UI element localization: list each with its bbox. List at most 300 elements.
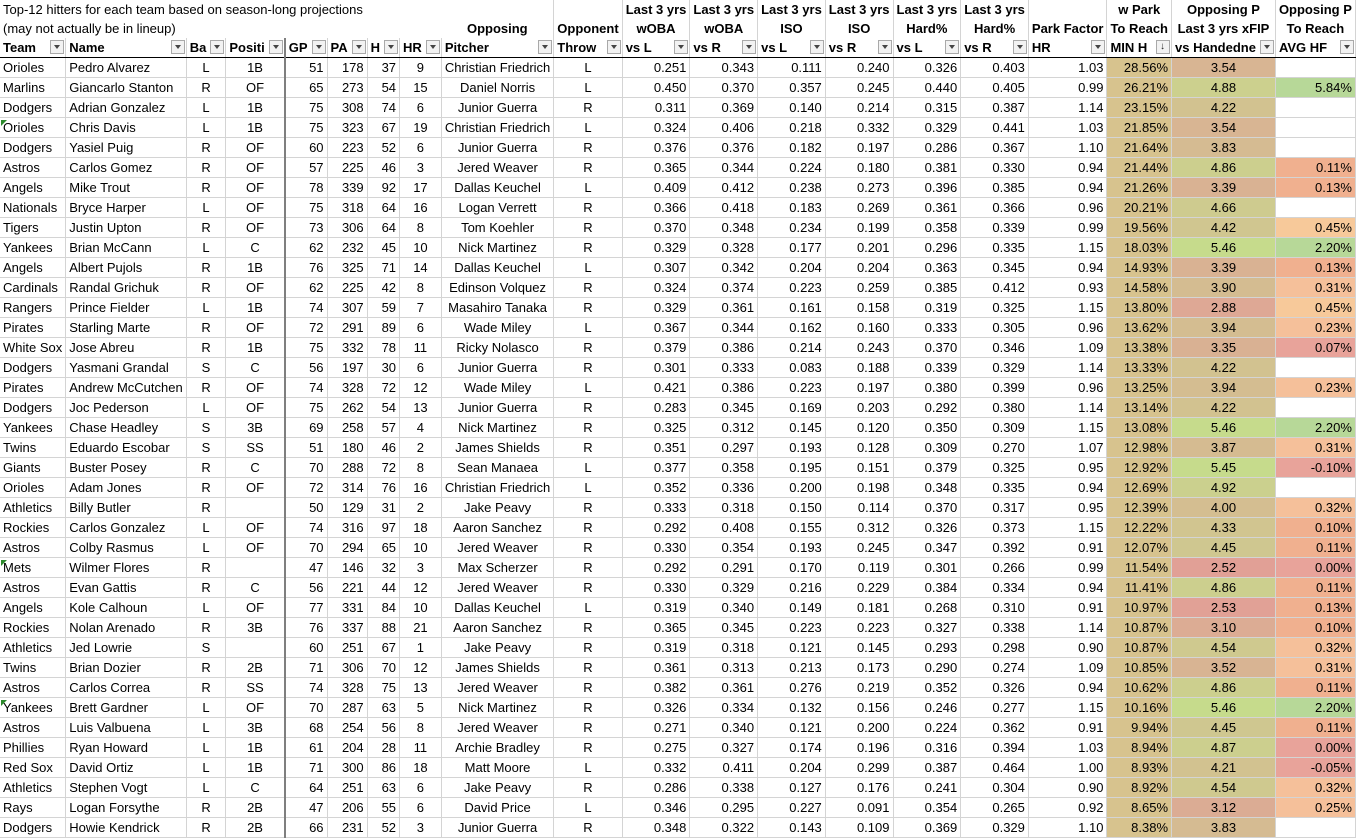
cell[interactable]: C (226, 458, 285, 478)
cell[interactable]: 0.332 (622, 758, 690, 778)
cell[interactable]: 0.387 (961, 98, 1029, 118)
cell[interactable]: R (554, 198, 622, 218)
cell[interactable]: Tigers (0, 218, 66, 238)
cell[interactable]: 0.200 (758, 478, 826, 498)
cell[interactable]: 4.33 (1172, 518, 1276, 538)
cell[interactable]: 0.93 (1028, 278, 1107, 298)
cell[interactable]: 71 (285, 658, 327, 678)
cell[interactable]: 16 (400, 478, 442, 498)
cell[interactable]: 0.219 (825, 678, 893, 698)
cell[interactable]: 0.11% (1275, 538, 1355, 558)
filter-cell[interactable] (1028, 38, 1107, 58)
cell[interactable]: Brian Dozier (66, 658, 186, 678)
cell[interactable]: Jered Weaver (441, 718, 553, 738)
cell[interactable]: 3.90 (1172, 278, 1276, 298)
cell[interactable]: 18 (400, 758, 442, 778)
cell[interactable]: 66 (285, 818, 327, 838)
cell[interactable]: Adrian Gonzalez (66, 98, 186, 118)
cell[interactable]: 65 (285, 78, 327, 98)
cell[interactable]: 75 (285, 98, 327, 118)
cell[interactable]: 3.52 (1172, 658, 1276, 678)
cell[interactable]: R (186, 258, 226, 278)
cell[interactable]: Dallas Keuchel (441, 178, 553, 198)
filter-dropdown-icon[interactable] (1091, 40, 1105, 54)
cell[interactable]: 0.173 (825, 658, 893, 678)
cell[interactable]: L (554, 598, 622, 618)
cell[interactable]: 0.13% (1275, 258, 1355, 278)
cell[interactable]: 328 (327, 378, 367, 398)
cell[interactable]: 0.292 (893, 398, 961, 418)
cell[interactable]: 0.326 (961, 678, 1029, 698)
cell[interactable]: 62 (285, 278, 327, 298)
cell[interactable]: 0.348 (690, 218, 758, 238)
cell[interactable]: Jake Peavy (441, 498, 553, 518)
cell[interactable]: 0.377 (622, 458, 690, 478)
cell[interactable]: 10.16% (1107, 698, 1172, 718)
cell[interactable]: L (554, 78, 622, 98)
cell[interactable]: C (226, 238, 285, 258)
cell[interactable]: 10.87% (1107, 638, 1172, 658)
cell[interactable]: 0.380 (961, 398, 1029, 418)
cell[interactable]: 294 (327, 538, 367, 558)
cell[interactable]: 19 (400, 118, 442, 138)
cell[interactable]: 0.23% (1275, 378, 1355, 398)
cell[interactable]: Nolan Arenado (66, 618, 186, 638)
cell[interactable]: 19.56% (1107, 218, 1172, 238)
cell[interactable]: 4.22 (1172, 358, 1276, 378)
cell[interactable]: Orioles (0, 478, 66, 498)
cell[interactable]: Prince Fielder (66, 298, 186, 318)
cell[interactable]: R (554, 238, 622, 258)
cell[interactable]: 146 (327, 558, 367, 578)
cell[interactable]: 0.412 (690, 178, 758, 198)
cell[interactable]: 0.309 (961, 418, 1029, 438)
cell[interactable]: 2.20% (1275, 238, 1355, 258)
cell[interactable]: 0.216 (758, 578, 826, 598)
cell[interactable]: R (554, 278, 622, 298)
cell[interactable]: 0.408 (690, 518, 758, 538)
cell[interactable]: 2B (226, 658, 285, 678)
cell[interactable]: 1B (226, 338, 285, 358)
cell[interactable]: Logan Verrett (441, 198, 553, 218)
cell[interactable] (1275, 198, 1355, 218)
cell[interactable]: 4.45 (1172, 538, 1276, 558)
cell[interactable]: Nationals (0, 198, 66, 218)
cell[interactable] (1275, 58, 1355, 78)
cell[interactable]: 3 (400, 558, 442, 578)
cell[interactable]: 0.259 (825, 278, 893, 298)
cell[interactable]: 0.00% (1275, 738, 1355, 758)
cell[interactable]: 0.203 (825, 398, 893, 418)
cell[interactable]: 13.25% (1107, 378, 1172, 398)
cell[interactable]: 0.195 (758, 458, 826, 478)
cell[interactable]: Albert Pujols (66, 258, 186, 278)
cell[interactable]: Junior Guerra (441, 358, 553, 378)
cell[interactable]: 0.384 (893, 578, 961, 598)
cell[interactable]: 0.292 (622, 518, 690, 538)
cell[interactable]: 71 (367, 258, 399, 278)
cell[interactable]: 0.223 (758, 378, 826, 398)
cell[interactable]: 1B (226, 738, 285, 758)
cell[interactable]: Jed Lowrie (66, 638, 186, 658)
cell[interactable]: 12 (400, 378, 442, 398)
cell[interactable]: 0.386 (690, 338, 758, 358)
cell[interactable]: Andrew McCutchen (66, 378, 186, 398)
cell[interactable]: 0.114 (825, 498, 893, 518)
cell[interactable]: 225 (327, 158, 367, 178)
cell[interactable]: 92 (367, 178, 399, 198)
cell[interactable]: Twins (0, 438, 66, 458)
cell[interactable]: 0.339 (961, 218, 1029, 238)
cell[interactable]: 0.176 (825, 778, 893, 798)
cell[interactable]: L (186, 758, 226, 778)
cell[interactable]: R (554, 778, 622, 798)
cell[interactable]: 2B (226, 818, 285, 838)
cell[interactable]: 0.304 (961, 778, 1029, 798)
cell[interactable]: 0.083 (758, 358, 826, 378)
cell[interactable]: R (554, 338, 622, 358)
cell[interactable]: Justin Upton (66, 218, 186, 238)
filter-cell[interactable] (1275, 38, 1355, 58)
cell[interactable]: 251 (327, 778, 367, 798)
cell[interactable]: R (554, 438, 622, 458)
cell[interactable]: Yasiel Puig (66, 138, 186, 158)
cell[interactable]: 0.109 (825, 818, 893, 838)
cell[interactable]: Jake Peavy (441, 638, 553, 658)
cell[interactable]: 0.07% (1275, 338, 1355, 358)
cell[interactable]: 0.352 (622, 478, 690, 498)
cell[interactable]: 1B (226, 118, 285, 138)
cell[interactable]: 1B (226, 298, 285, 318)
cell[interactable] (226, 638, 285, 658)
cell[interactable]: 251 (327, 638, 367, 658)
cell[interactable]: 0.91 (1028, 538, 1107, 558)
cell[interactable]: Jake Peavy (441, 778, 553, 798)
cell[interactable]: 15 (400, 78, 442, 98)
cell[interactable]: 0.315 (893, 98, 961, 118)
cell[interactable]: 1.15 (1028, 698, 1107, 718)
cell[interactable]: Christian Friedrich (441, 58, 553, 78)
cell[interactable]: Christian Friedrich (441, 478, 553, 498)
cell[interactable]: 0.361 (893, 198, 961, 218)
cell[interactable]: 0.274 (961, 658, 1029, 678)
cell[interactable]: 60 (285, 138, 327, 158)
cell[interactable]: 223 (327, 138, 367, 158)
cell[interactable]: 0.286 (622, 778, 690, 798)
cell[interactable]: 0.301 (893, 558, 961, 578)
cell[interactable]: 0.357 (758, 78, 826, 98)
cell[interactable]: 13.08% (1107, 418, 1172, 438)
cell[interactable]: OF (226, 538, 285, 558)
cell[interactable]: 0.99 (1028, 218, 1107, 238)
cell[interactable]: 1B (226, 758, 285, 778)
cell[interactable]: R (186, 318, 226, 338)
cell[interactable]: 0.333 (893, 318, 961, 338)
cell[interactable]: 3.54 (1172, 58, 1276, 78)
cell[interactable]: R (554, 638, 622, 658)
cell[interactable]: 331 (327, 598, 367, 618)
cell[interactable]: 0.340 (690, 718, 758, 738)
cell[interactable]: 0.99 (1028, 78, 1107, 98)
cell[interactable]: 10 (400, 238, 442, 258)
cell[interactable]: 21.26% (1107, 178, 1172, 198)
cell[interactable]: 0.180 (825, 158, 893, 178)
cell[interactable]: 78 (367, 338, 399, 358)
cell[interactable]: 1.14 (1028, 98, 1107, 118)
cell[interactable]: 6 (400, 798, 442, 818)
cell[interactable]: James Shields (441, 658, 553, 678)
cell[interactable]: Aaron Sanchez (441, 518, 553, 538)
cell[interactable]: 4.22 (1172, 398, 1276, 418)
cell[interactable]: 0.361 (622, 658, 690, 678)
cell[interactable]: 2.88 (1172, 298, 1276, 318)
cell[interactable]: Junior Guerra (441, 398, 553, 418)
cell[interactable]: 0.99 (1028, 558, 1107, 578)
cell[interactable]: 8.93% (1107, 758, 1172, 778)
cell[interactable]: 287 (327, 698, 367, 718)
cell[interactable]: 0.376 (690, 138, 758, 158)
cell[interactable]: L (186, 98, 226, 118)
cell[interactable]: 13.14% (1107, 398, 1172, 418)
cell[interactable]: Yasmani Grandal (66, 358, 186, 378)
cell[interactable]: R (554, 138, 622, 158)
cell[interactable]: 0.362 (961, 718, 1029, 738)
cell[interactable]: R (554, 98, 622, 118)
cell[interactable]: 0.94 (1028, 158, 1107, 178)
cell[interactable]: R (554, 298, 622, 318)
cell[interactable]: 328 (327, 678, 367, 698)
cell[interactable]: 0.361 (690, 298, 758, 318)
cell[interactable]: Adam Jones (66, 478, 186, 498)
cell[interactable]: 5.45 (1172, 458, 1276, 478)
cell[interactable]: Rockies (0, 618, 66, 638)
cell[interactable]: L (554, 258, 622, 278)
cell[interactable]: 0.319 (622, 638, 690, 658)
cell[interactable]: 3.10 (1172, 618, 1276, 638)
cell[interactable]: 0.183 (758, 198, 826, 218)
cell[interactable] (1275, 118, 1355, 138)
cell[interactable]: 5.84% (1275, 78, 1355, 98)
cell[interactable]: L (186, 238, 226, 258)
cell[interactable]: 0.90 (1028, 638, 1107, 658)
cell[interactable]: 0.370 (893, 338, 961, 358)
cell[interactable]: 0.385 (893, 278, 961, 298)
cell[interactable]: OF (226, 518, 285, 538)
cell[interactable]: 0.132 (758, 698, 826, 718)
cell[interactable]: 0.170 (758, 558, 826, 578)
cell[interactable]: 0.326 (893, 58, 961, 78)
cell[interactable]: Yankees (0, 238, 66, 258)
cell[interactable]: 0.94 (1028, 678, 1107, 698)
cell[interactable]: 0.329 (622, 238, 690, 258)
cell[interactable]: OF (226, 598, 285, 618)
cell[interactable]: 0.276 (758, 678, 826, 698)
cell[interactable]: 0.155 (758, 518, 826, 538)
cell[interactable]: 0.295 (690, 798, 758, 818)
cell[interactable]: 0.324 (622, 278, 690, 298)
cell[interactable]: 0.121 (758, 638, 826, 658)
cell[interactable]: 0.243 (825, 338, 893, 358)
cell[interactable]: 86 (367, 758, 399, 778)
cell[interactable]: 4.00 (1172, 498, 1276, 518)
cell[interactable]: 0.204 (758, 258, 826, 278)
cell[interactable]: 1.00 (1028, 758, 1107, 778)
cell[interactable]: 0.366 (622, 198, 690, 218)
cell[interactable]: Nick Martinez (441, 238, 553, 258)
cell[interactable]: 0.411 (690, 758, 758, 778)
cell[interactable]: L (186, 518, 226, 538)
cell[interactable]: Red Sox (0, 758, 66, 778)
cell[interactable]: 14.93% (1107, 258, 1172, 278)
cell[interactable]: 37 (367, 58, 399, 78)
filter-dropdown-icon[interactable] (426, 40, 440, 54)
cell[interactable]: 1.15 (1028, 518, 1107, 538)
cell[interactable]: 0.307 (622, 258, 690, 278)
cell[interactable]: 337 (327, 618, 367, 638)
cell[interactable]: 0.96 (1028, 378, 1107, 398)
cell[interactable]: 0.121 (758, 718, 826, 738)
cell[interactable]: L (186, 298, 226, 318)
cell[interactable]: 0.292 (622, 558, 690, 578)
cell[interactable]: L (554, 458, 622, 478)
cell[interactable]: 206 (327, 798, 367, 818)
cell[interactable]: Dodgers (0, 138, 66, 158)
cell[interactable]: 21 (400, 618, 442, 638)
cell[interactable]: 0.379 (622, 338, 690, 358)
cell[interactable]: 178 (327, 58, 367, 78)
filter-cell[interactable] (441, 38, 553, 58)
cell[interactable]: 0.214 (825, 98, 893, 118)
cell[interactable]: 0.324 (622, 118, 690, 138)
cell[interactable]: 254 (327, 718, 367, 738)
filter-cell[interactable] (690, 38, 758, 58)
cell[interactable]: 2.20% (1275, 698, 1355, 718)
cell[interactable]: OF (226, 378, 285, 398)
cell[interactable]: 0.342 (690, 258, 758, 278)
cell[interactable]: 0.344 (690, 158, 758, 178)
cell[interactable]: 70 (367, 658, 399, 678)
filter-dropdown-icon[interactable] (878, 40, 892, 54)
cell[interactable]: 3.83 (1172, 138, 1276, 158)
cell[interactable]: 75 (285, 118, 327, 138)
cell[interactable]: 306 (327, 218, 367, 238)
cell[interactable]: 0.310 (961, 598, 1029, 618)
cell[interactable]: 1B (226, 98, 285, 118)
cell[interactable]: 72 (285, 318, 327, 338)
cell[interactable]: Pedro Alvarez (66, 58, 186, 78)
cell[interactable]: 4.66 (1172, 198, 1276, 218)
cell[interactable]: 21.85% (1107, 118, 1172, 138)
cell[interactable]: 75 (285, 398, 327, 418)
filter-dropdown-icon[interactable] (674, 40, 688, 54)
cell[interactable]: 5 (400, 698, 442, 718)
cell[interactable]: R (186, 378, 226, 398)
cell[interactable]: 0.340 (690, 598, 758, 618)
cell[interactable]: 0.332 (825, 118, 893, 138)
cell[interactable]: 291 (327, 318, 367, 338)
cell[interactable]: R (554, 818, 622, 838)
cell[interactable]: 0.418 (690, 198, 758, 218)
cell[interactable]: Logan Forsythe (66, 798, 186, 818)
cell[interactable]: OF (226, 478, 285, 498)
filter-cell[interactable] (622, 38, 690, 58)
cell[interactable]: 0.94 (1028, 258, 1107, 278)
cell[interactable]: 0.156 (825, 698, 893, 718)
cell[interactable]: Wade Miley (441, 378, 553, 398)
cell[interactable]: 11.41% (1107, 578, 1172, 598)
cell[interactable]: 0.32% (1275, 498, 1355, 518)
cell[interactable]: 0.334 (690, 698, 758, 718)
cell[interactable]: 0.90 (1028, 778, 1107, 798)
cell[interactable]: 0.94 (1028, 478, 1107, 498)
cell[interactable]: Angels (0, 598, 66, 618)
cell[interactable]: 0.369 (893, 818, 961, 838)
cell[interactable]: 0.346 (961, 338, 1029, 358)
cell[interactable]: 3.54 (1172, 118, 1276, 138)
cell[interactable]: 1.14 (1028, 398, 1107, 418)
cell[interactable]: S (186, 438, 226, 458)
cell[interactable]: 74 (285, 298, 327, 318)
cell[interactable]: R (554, 518, 622, 538)
filter-dropdown-icon[interactable] (538, 40, 552, 54)
cell[interactable]: 12.69% (1107, 478, 1172, 498)
cell[interactable]: 73 (285, 218, 327, 238)
cell[interactable]: Buster Posey (66, 458, 186, 478)
cell[interactable]: 11 (400, 338, 442, 358)
cell[interactable]: 51 (285, 438, 327, 458)
cell[interactable]: 1 (400, 638, 442, 658)
cell[interactable]: David Ortiz (66, 758, 186, 778)
cell[interactable]: 8.94% (1107, 738, 1172, 758)
cell[interactable]: 0.240 (825, 58, 893, 78)
cell[interactable]: 71 (285, 758, 327, 778)
cell[interactable]: Masahiro Tanaka (441, 298, 553, 318)
cell[interactable]: 8 (400, 278, 442, 298)
cell[interactable]: 60 (285, 638, 327, 658)
cell[interactable]: 70 (285, 698, 327, 718)
cell[interactable]: 1.07 (1028, 438, 1107, 458)
cell[interactable]: 0.11% (1275, 718, 1355, 738)
cell[interactable]: 0.338 (961, 618, 1029, 638)
cell[interactable]: L (186, 718, 226, 738)
cell[interactable]: 54 (367, 78, 399, 98)
cell[interactable]: 0.266 (961, 558, 1029, 578)
cell[interactable]: 0.350 (893, 418, 961, 438)
cell[interactable]: Nick Martinez (441, 698, 553, 718)
cell[interactable]: 10 (400, 598, 442, 618)
cell[interactable]: 72 (367, 378, 399, 398)
cell[interactable]: Joc Pederson (66, 398, 186, 418)
cell[interactable]: 0.329 (961, 818, 1029, 838)
cell[interactable]: Astros (0, 578, 66, 598)
cell[interactable]: 0.335 (961, 238, 1029, 258)
filter-dropdown-icon[interactable] (171, 40, 185, 54)
cell[interactable]: 0.335 (961, 478, 1029, 498)
cell[interactable]: 0.339 (893, 358, 961, 378)
cell[interactable]: 0.10% (1275, 518, 1355, 538)
cell[interactable]: 332 (327, 338, 367, 358)
cell[interactable]: R (186, 158, 226, 178)
cell[interactable]: 4.92 (1172, 478, 1276, 498)
cell[interactable]: 0.174 (758, 738, 826, 758)
cell[interactable]: -0.10% (1275, 458, 1355, 478)
cell[interactable]: 0.181 (825, 598, 893, 618)
cell[interactable]: 3 (400, 158, 442, 178)
cell[interactable]: 63 (367, 698, 399, 718)
cell[interactable]: 12 (400, 578, 442, 598)
cell[interactable]: Eduardo Escobar (66, 438, 186, 458)
cell[interactable]: 0.234 (758, 218, 826, 238)
